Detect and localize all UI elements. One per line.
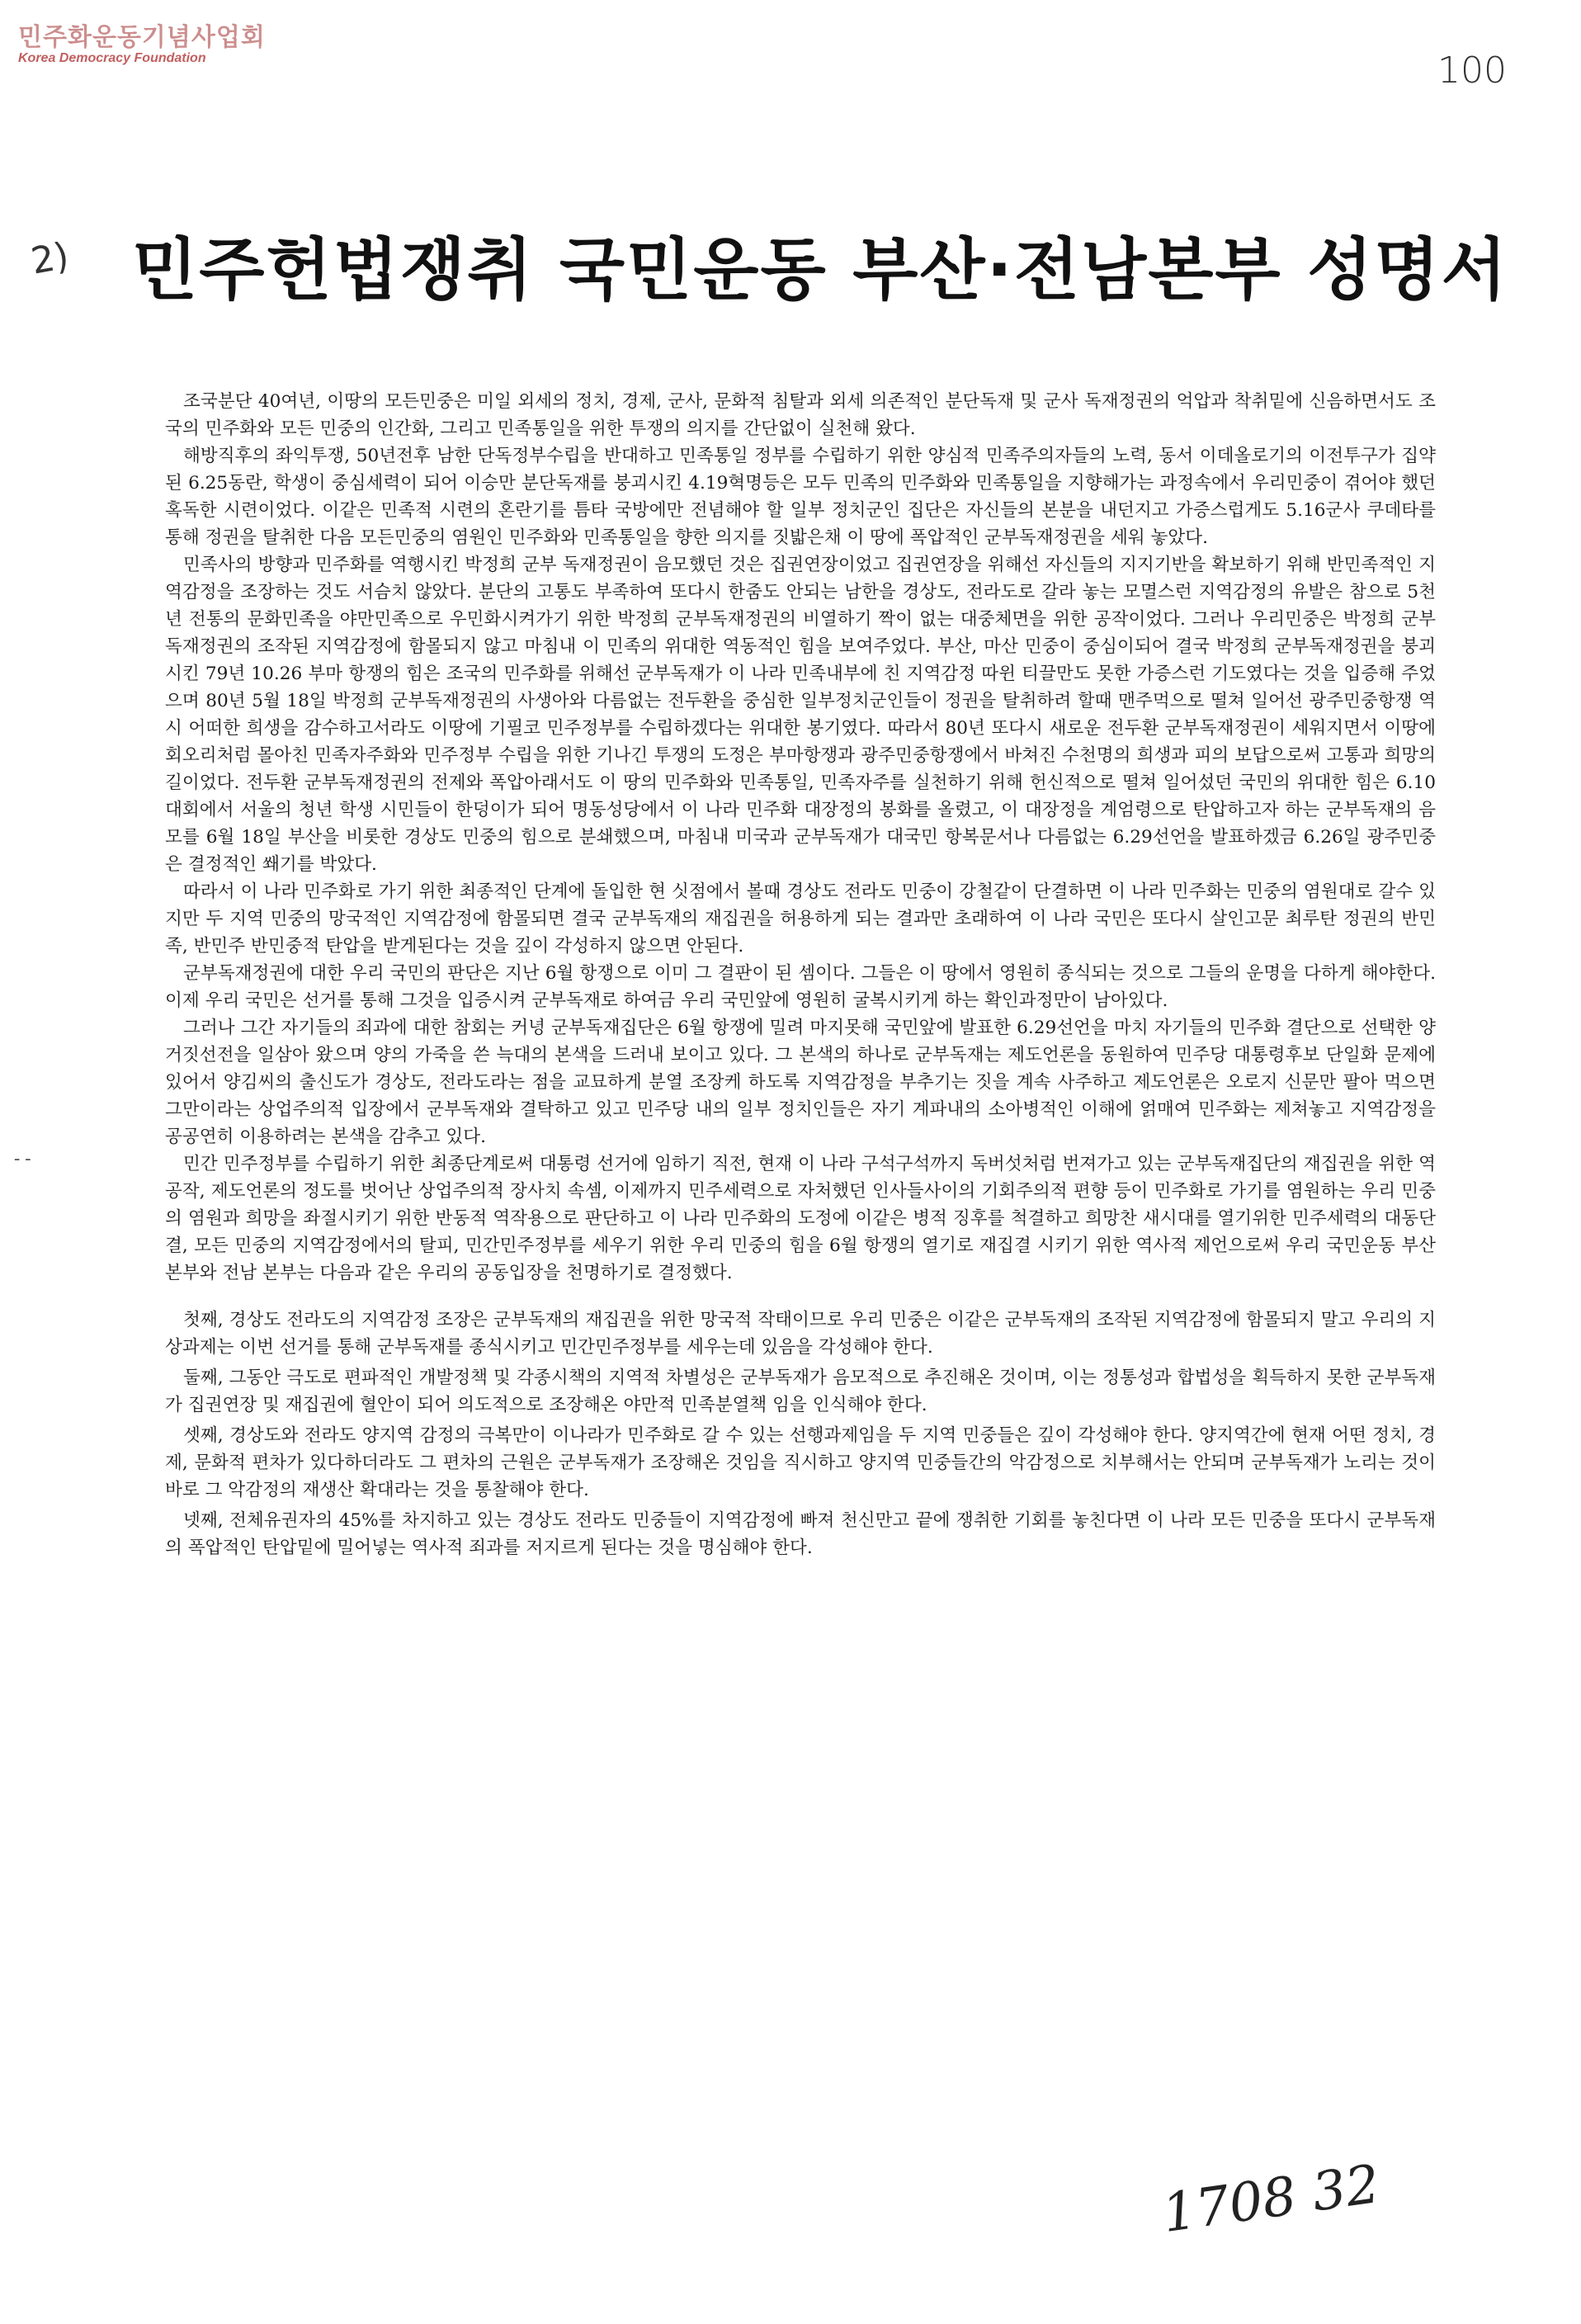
margin-mark: 2) (27, 234, 73, 283)
document-title: 민주헌법쟁취 국민운동 부산·전남본부 성명서 (132, 231, 1508, 309)
resolution-point-4: 넷째, 전체유권자의 45%를 차지하고 있는 경상도 전라도 민중들이 지역감정에 빠져 천신만고 끝에 쟁취한 기회를 놓친다면 이 나라 모든 민중을 또다시 군부독재의 폭압적인 탄압밑에 밀어넣는 역사적 죄과를 저지르게 된다는 것을 명심해야 한다. (165, 1510, 1436, 1558)
paragraph: 민족사의 방향과 민주화를 역행시킨 박정희 군부 독재정권이 음모했던 것은 집권연장이었고 집권연장을 위해선 자신들의 지지기반을 확보하기 위해 반민족적인 지역감정을 조장하는 것도 서슴치 않았다. 분단의 고통도 부족하여 또다시 한줌도 안되는 남한을 경상도, 전라도로 갈라 놓는 모멸스런 지역감정의 유발은 참으로 5천년 전통의 문화민족을 야만민족으로 우민화시켜가기 위한 박정희 군부독재정권의 비열하기 짝이 없는 대중체면을 위한 공작이었다. 그러나 우리민중은 박정희 군부독재정권의 조작된 지역감정에 함몰되지 않고 마침내 이 민족의 위대한 역동적인 힘을 보여주었다. 부산, 마산 민중이 중심이되어 결국 박정희 군부독재정권을 붕괴시킨 79년 10.26 부마 항쟁의 힘은 조국의 민주화를 위해선 군부독재가 이 나라 민족내부에 친 지역감정 따윈 티끌만도 못한 가증스런 기도였다는 것을 입증해 주었으며 80년 5월 18일 박정희 군부독재정권의 사생아와 다름없는 전두환을 중심한 일부정치군인들이 정권을 탈취하려 할때 맨주먹으로 떨쳐 일어선 광주민중항쟁 역시 어떠한 희생을 감수하고서라도 이땅에 기필코 민주정부를 수립하겠다는 위대한 봉기였다. 따라서 80년 또다시 새로운 전두환 군부독재정권이 세워지면서 이땅에 회오리처럼 몰아친 민족자주화와 민주정부 수립을 위한 기나긴 투쟁의 도정은 부마항쟁과 광주민중항쟁에서 바쳐진 수천명의 희생과 피의 보답으로써 고통과 희망의 길이었다. 전두환 군부독재정권의 전제와 폭압아래서도 이 땅의 민주화와 민족통일, 민족자주를 실천하기 위해 헌신적으로 떨쳐 일어섰던 국민의 위대한 힘은 6.10대회에서 서울의 청년 학생 시민들이 한덩이가 되어 명동성당에서 이 나라 민주화 대장정의 봉화를 올렸고, 이 대장정을 계엄령으로 탄압하고자 하는 군부독재의 음모를 6월 18일 부산을 비롯한 경상도 민중의 힘으로 분쇄했으며, 마침내 미국과 군부독재가 대국민 항복문서나 다름없는 6.29선언을 발표하겠금 6.26일 광주민중은 결정적인 쐐기를 박았다. (165, 555, 1436, 875)
margin-dash: -- (12, 1149, 34, 1169)
document-body (165, 388, 1436, 1565)
watermark (18, 17, 266, 66)
resolution-point-2: 둘째, 그동안 극도로 편파적인 개발정책 및 각종시책의 지역적 차별성은 군부독재가 음모적으로 추진해온 것이며, 이는 정통성과 합법성을 획득하지 못한 군부독재가 집권연장 및 재집권에 혈안이 되어 의도적으로 조장해온 야만적 민족분열책 임을 인식해야 한다. (165, 1367, 1436, 1415)
paragraph: 따라서 이 나라 민주화로 가기 위한 최종적인 단계에 돌입한 현 싯점에서 볼때 경상도 전라도 민중이 강철같이 단결하면 이 나라 민주화는 민중의 염원대로 갈수 있지만 두 지역 민중의 망국적인 지역감정에 함몰되면 결국 군부독재의 재집권을 허용하게 되는 결과만 초래하여 이 나라 국민은 또다시 살인고문 최루탄 정권의 반민족, 반민주 반민중적 탄압을 받게된다는 것을 깊이 각성하지 않으면 안된다. (165, 881, 1436, 957)
paragraph: 조국분단 40여년, 이땅의 모든민중은 미일 외세의 정치, 경제, 군사, 문화적 침탈과 외세 의존적인 분단독재 및 군사 독재정권의 억압과 착취밑에 신음하면서도 조국의 민주화와 모든 민중의 인간화, 그리고 민족통일을 위한 투쟁의 의지를 간단없이 실천해 왔다. (165, 391, 1436, 439)
resolution-point-1: 첫째, 경상도 전라도의 지역감정 조장은 군부독재의 재집권을 위한 망국적 작태이므로 우리 민중은 이같은 군부독재의 조작된 지역감정에 함몰되지 말고 우리의 지상과제는 이번 선거를 통해 군부독재를 종식시키고 민간민주정부를 세우는데 있음을 각성해야 한다. (165, 1310, 1436, 1358)
watermark-korean: 민주화운동기념사업회 (18, 23, 266, 52)
resolution-points (165, 1306, 1436, 1561)
watermark-english: Korea Democracy Foundation (18, 51, 206, 65)
paragraph: 해방직후의 좌익투쟁, 50년전후 남한 단독정부수립을 반대하고 민족통일 정부를 수립하기 위한 양심적 민족주의자들의 노력, 동서 이데올로기의 이전투구가 집약된 6.25동란, 학생이 중심세력이 되어 이승만 분단독재를 붕괴시킨 4.19혁명등은 모두 민족의 민주화와 민족통일을 지향해가는 과정속에서 우리민중이 겪어야 했던 혹독한 시련이었다. 이같은 민족적 시련의 혼란기를 틈타 국방에만 전념해야 할 일부 정치군인 집단은 자신들의 본분을 내던지고 가증스럽게도 5.16군사 쿠데타를 통해 정권을 탈취한 다음 모든민중의 염원인 민주화와 민족통일을 향한 의지를 짓밟은채 이 땅에 폭압적인 군부독재정권을 세워 놓았다. (165, 446, 1436, 548)
resolution-point-3: 셋째, 경상도와 전라도 양지역 감정의 극복만이 이나라가 민주화로 갈 수 있는 선행과제임을 두 지역 민중들은 깊이 각성해야 한다. 양지역간에 현재 어떤 정치, 경제, 문화적 편차가 있다하더라도 그 편차의 근원은 군부독재가 조장해온 것임을 직시하고 양지역 민중들간의 악감정으로 치부해서는 안되며 군부독재가 노리는 것이 바로 그 악감정의 재생산 확대라는 것을 통찰해야 한다. (165, 1425, 1436, 1500)
paragraph: 그러나 그간 자기들의 죄과에 대한 참회는 커녕 군부독재집단은 6월 항쟁에 밀려 마지못해 국민앞에 발표한 6.29선언을 마치 자기들의 민주화 결단으로 선택한 양 거짓선전을 일삼아 왔으며 양의 가죽을 쓴 늑대의 본색을 드러내 보이고 있다. 그 본색의 하나로 군부독재는 제도언론을 동원하여 민주당 대통령후보 단일화 문제에 있어서 양김씨의 출신도가 경상도, 전라도라는 점을 교묘하게 분열 조장케 하도록 지역감정을 부추기는 짓을 계속 사주하고 제도언론은 오로지 신문만 팔아 먹으면 그만이라는 상업주의적 입장에서 군부독재와 결탁하고 있고 민주당 내의 일부 정치인들은 자기 계파내의 소아병적인 이해에 얽매여 민주화는 제쳐놓고 지역감정을 공공연히 이용하려는 본색을 감추고 있다. (165, 1018, 1436, 1147)
paragraph: 군부독재정권에 대한 우리 국민의 판단은 지난 6월 항쟁으로 이미 그 결판이 된 셈이다. 그들은 이 땅에서 영원히 종식되는 것으로 그들의 운명을 다하게 해야한다. 이제 우리 국민은 선거를 통해 그것을 입증시켜 군부독재로 하여금 우리 국민앞에 영원히 굴복시키게 하는 확인과정만이 남아있다. (165, 963, 1436, 1011)
paragraph: 민간 민주정부를 수립하기 위한 최종단계로써 대통령 선거에 임하기 직전, 현재 이 나라 구석구석까지 독버섯처럼 번져가고 있는 군부독재집단의 재집권을 위한 역공작, 제도언론의 정도를 벗어난 상업주의적 장사치 속셈, 이제까지 민주세력으로 자처했던 인사들사이의 기회주의적 편향 등이 민주화로 가기를 염원하는 우리 민중의 염원과 희망을 좌절시키기 위한 반동적 역작용으로 판단하고 이 나라 민주화의 도정에 이같은 병적 징후를 척결하고 희망찬 새시대를 열기위한 민주세력의 대동단결, 모든 민중의 지역감정에서의 탈피, 민간민주정부를 세우기 위한 우리 민중의 힘을 6월 항쟁의 열기로 재집결 시키기 위한 역사적 제언으로써 우리 국민운동 부산 본부와 전남 본부는 다음과 같은 우리의 공동입장을 천명하기로 결정했다. (165, 1154, 1436, 1283)
page-number: 100 (1437, 50, 1507, 92)
handwritten-archive-number: 1708 32 (1159, 2153, 1384, 2246)
